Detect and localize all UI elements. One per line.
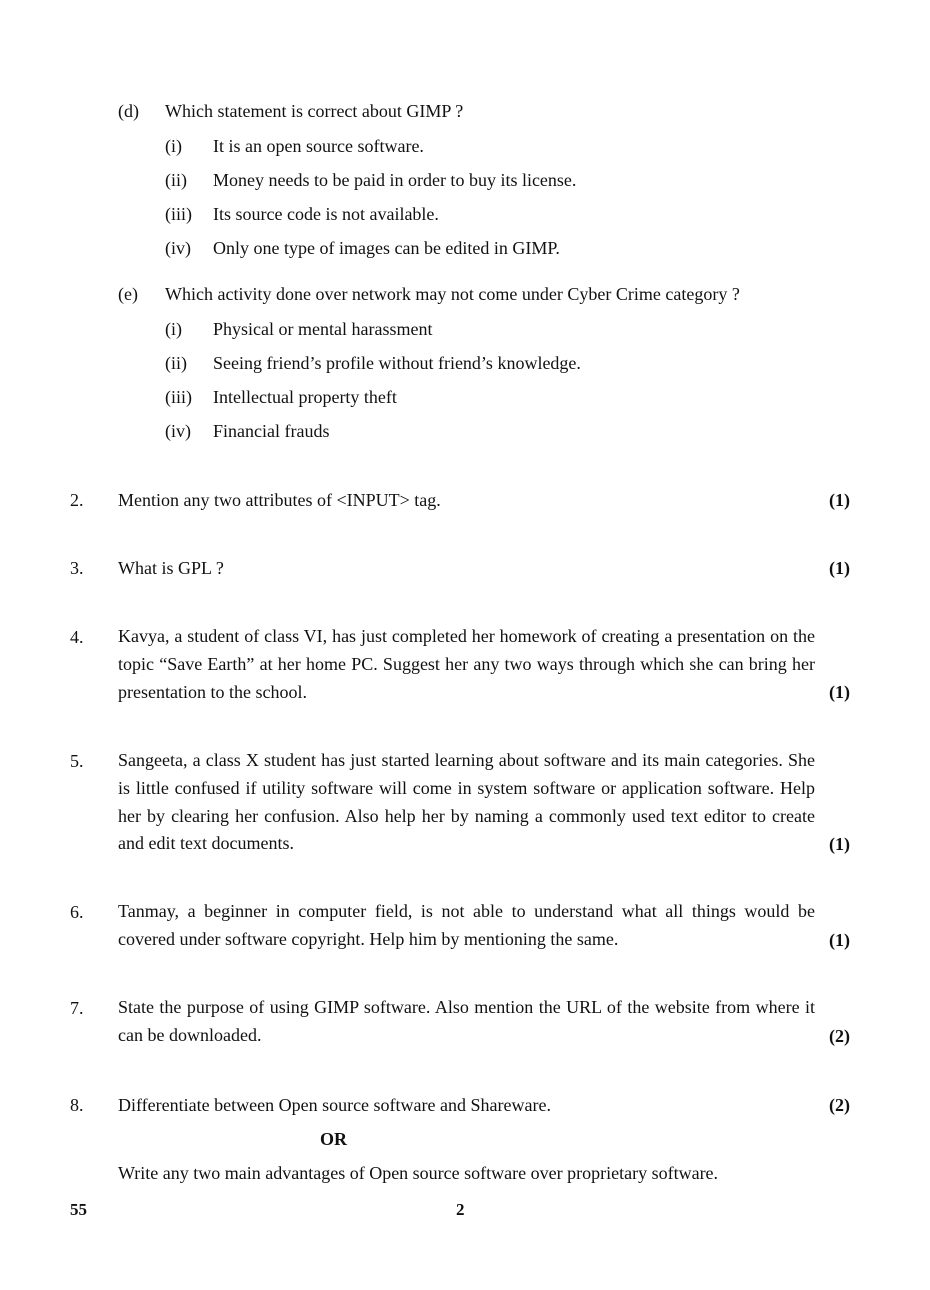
q8-marks: (2) [829, 1095, 850, 1115]
q1d-opt2-num: (ii) [165, 170, 187, 190]
q3-number: 3. [70, 558, 84, 578]
q1e-opt1-text: Physical or mental harassment [213, 319, 433, 339]
q1e-text: Which activity done over network may not come under Cyber Crime category ? [165, 284, 740, 304]
q7-text: State the purpose of using GIMP software. Also mention the URL of the website from where it can be downloaded. [118, 997, 815, 1045]
q1d-opt2-text: Money needs to be paid in order to buy its license. [213, 170, 577, 190]
q4-marks: (1) [829, 682, 850, 702]
q1d-opt1-text: It is an open source software. [213, 136, 424, 156]
q1e-opt4-text: Financial frauds [213, 421, 330, 441]
q1d-opt4-text: Only one type of images can be edited in GIMP. [213, 238, 560, 258]
q1d-opt3-num: (iii) [165, 204, 192, 224]
q5-number: 5. [70, 751, 84, 771]
q3-marks: (1) [829, 558, 850, 578]
q1e-opt2-text: Seeing friend’s profile without friend’s knowledge. [213, 353, 581, 373]
q8-or: OR [320, 1129, 347, 1149]
q1e-label: (e) [118, 284, 138, 304]
q5-marks: (1) [829, 834, 850, 854]
q6-number: 6. [70, 902, 84, 922]
q4-number: 4. [70, 627, 84, 647]
q8-number: 8. [70, 1095, 84, 1115]
q7-number: 7. [70, 998, 84, 1018]
q1d-label: (d) [118, 101, 139, 121]
q1e-opt1-num: (i) [165, 319, 182, 339]
q8-text: Differentiate between Open source software and Shareware. [118, 1095, 551, 1115]
q1e-opt3-num: (iii) [165, 387, 192, 407]
q4-text: Kavya, a student of class VI, has just completed her homework of creating a presentation on the topic “Save Earth” at her home PC. Suggest her any two ways through which she can bring her presentation to the school. [118, 626, 815, 702]
q5-text: Sangeeta, a class X student has just started learning about software and its main categories. She is little confused if utility software will come in system software or application software. Help her by clearing her confusion. Also help her by naming a commonly used text editor to create and edit text documents. [118, 750, 815, 854]
q2-number: 2. [70, 490, 84, 510]
q7-marks: (2) [829, 1026, 850, 1046]
q1d-opt1-num: (i) [165, 136, 182, 156]
page-number: 2 [456, 1200, 465, 1219]
q6-marks: (1) [829, 930, 850, 950]
q1d-opt4-num: (iv) [165, 238, 191, 258]
q1d-opt3-text: Its source code is not available. [213, 204, 439, 224]
q1e-opt3-text: Intellectual property theft [213, 387, 397, 407]
q6-text: Tanmay, a beginner in computer field, is not able to understand what all things would be covered under software copyright. Help him by mentioning the same. [118, 901, 815, 949]
q2-text: Mention any two attributes of <INPUT> tag. [118, 490, 441, 510]
q3-text: What is GPL ? [118, 558, 224, 578]
q2-marks: (1) [829, 490, 850, 510]
q1d-text: Which statement is correct about GIMP ? [165, 101, 464, 121]
footer-code: 55 [70, 1200, 87, 1219]
q1e-opt2-num: (ii) [165, 353, 187, 373]
q8-alt-text: Write any two main advantages of Open source software over proprietary software. [118, 1163, 719, 1183]
q1e-opt4-num: (iv) [165, 421, 191, 441]
